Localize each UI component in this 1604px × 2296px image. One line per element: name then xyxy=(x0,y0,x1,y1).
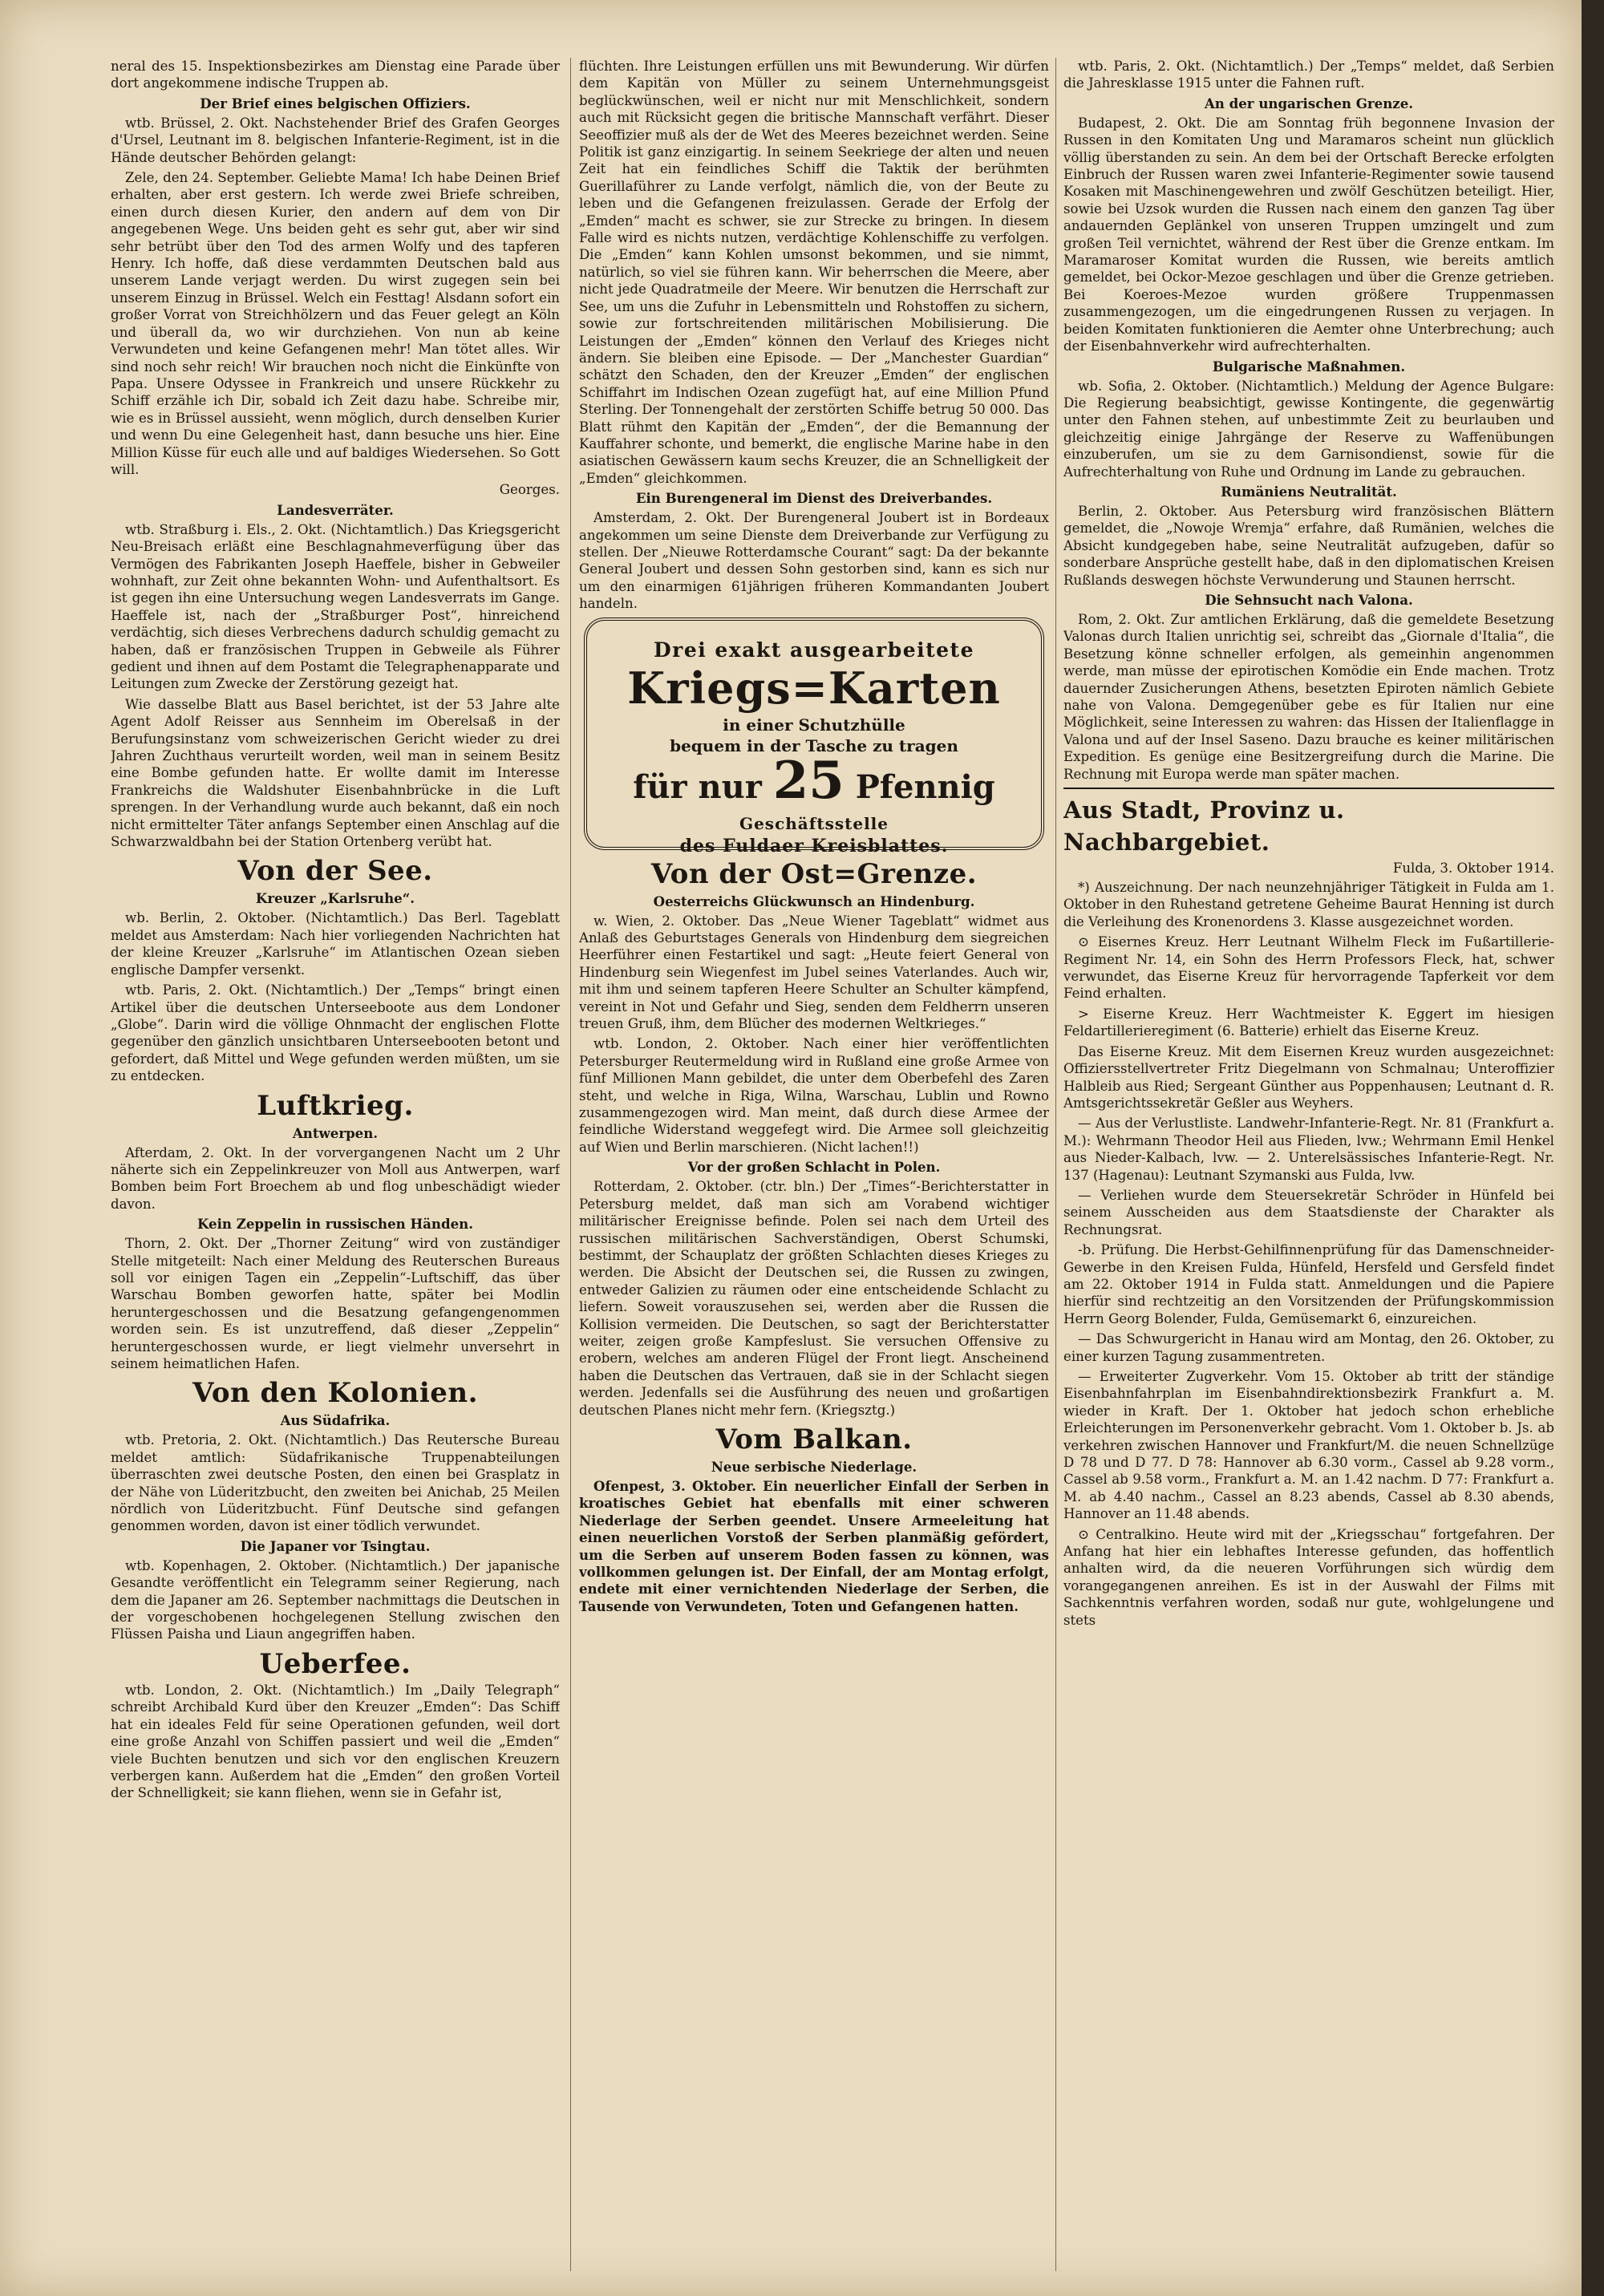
article-paragraph: Berlin, 2. Oktober. Aus Petersburg wird französischen Blättern gemeldet, die „Nowoje Wremja“ erfahre, daß Rumänien, welches die Absicht kundgegeben habe, seine Neutralität aufzugeben, dafür so sonderbare Ansprüche gestellt habe, daß in den diplomatischen Kreisen Rußlands deswegen höchste Verwunderung und Staunen herrscht. xyxy=(1063,503,1554,588)
article-subheading: Rumäniens Neutralität. xyxy=(1221,483,1397,500)
ad-line: Geschäftsstelle xyxy=(739,813,889,833)
local-news-item: — Verliehen wurde dem Steuersekretär Schröder in Hünfeld bei seinem Ausscheiden aus dem Staatsdienste der Charakter als Rechnungsrat. xyxy=(1063,1187,1554,1237)
article-paragraph: wtb. Paris, 2. Okt. (Nichtamtlich.) Der „Temps“ bringt einen Artikel über die deutschen Unterseeboote aus dem Londoner „Globe“. Darin wird die völlige Ohnmacht der englischen Flotte gegenüber den gänzlich unsichtbaren Unterseebooten betont und gefordert, daß Mittel und Wege gefunden werden müßten, um sie zu entdecken. xyxy=(111,982,560,1084)
section-heading: Von der See. xyxy=(237,855,433,888)
article-subheading: Die Japaner vor Tsingtau. xyxy=(240,1537,431,1554)
local-news-item: Das Eiserne Kreuz. Mit dem Eisernen Kreuz wurden ausgezeichnet: Offiziersstellvertreter Fritz Diegelmann von Schmalnau; Unteroffizier Halbleib aus Ried; Sergeant Günther aus Poppenhausen; Leutnant d. R. Amtsgerichtssekretär Geßler aus Weyhers. xyxy=(1063,1043,1554,1111)
local-news-item: ⊙ Eisernes Kreuz. Herr Leutnant Wilhelm Fleck im Fußartillerie-Regiment Nr. 14, ein Sohn des Herrn Professors Fleck, hat, schwer verwundet, das Eiserne Kreuz für hervorragende Tapferkeit vor dem Feind erhalten. xyxy=(1063,934,1554,1002)
local-news-item: ⊙ Centralkino. Heute wird mit der „Kriegsschau“ fortgefahren. Der Anfang hat hier ein lebhaftes Interesse gefunden, das hoffentlich anhalten wird, da die neueren Vorführungen sich würdig dem vorangegangenen anreihen. Es ist in der Auswahl der Films mit Sachkenntnis verfahren worden, sodaß nur gute, wohlgelungene und stets xyxy=(1063,1526,1554,1628)
article-subheading: Die Sehnsucht nach Valona. xyxy=(1205,591,1413,608)
ad-line: bequem in der Tasche zu tragen xyxy=(670,735,958,755)
article-paragraph: wtb. London, 2. Oktober. Nach einer hier veröffentlichten Petersburger Reutermeldung wird in Rußland eine große Armee von fünf Millionen Mann gebildet, die unter dem Oberbefehl des Zaren steht, und welche in Riga, Wilna, Warschau, Lublin und Rowno zusammengezogen wird. Man meint, daß durch diese Armee der feindliche Widerstand weggefegt wird. Die Armee soll gleichzeitig auf Wien und Berlin marschieren. (Nicht lachen!!) xyxy=(579,1036,1049,1155)
local-news-item: — Aus der Verlustliste. Landwehr-Infanterie-Regt. Nr. 81 (Frankfurt a. M.): Wehrmann Theodor Heil aus Flieden, lvw.; Wehrmann Emil Henkel aus Nieder-Kalbach, lvw. — 2. Unterelsässisches Infanterie-Regt. Nr. 137 (Hagenau): Leutnant Szymanski aus Fulda, lvw. xyxy=(1063,1116,1554,1183)
local-news-item: — Erweiterter Zugverkehr. Vom 15. Oktober ab tritt der ständige Eisenbahnfahrplan im Eisenbahndirektionsbezirk Frankfurt a. M. wieder in Kraft. Der 1. Oktober hat jedoch schon erhebliche Erleichterungen im Personenverkehr gebracht. Vom 1. Oktober b. Js. ab verkehren zwischen Hannover und Frankfurt/M. die neuen Schnellzüge D 78 und D 77. D 78: Hannover ab 6.30 vorm., Cassel ab 9.28 vorm., Cassel ab 9.58 vorm., Frankfurt a. M. an 1.42 nachm. D 77: Frankfurt a. M. ab 4.40 nachm., Cassel an 8.23 abends, Cassel ab 8.30 abends, Hannover an 11.48 abends. xyxy=(1063,1369,1554,1522)
column-rule xyxy=(1055,58,1056,2271)
section-heading: Vom Balkan. xyxy=(715,1423,913,1456)
article-subheading: Kein Zeppelin in russischen Händen. xyxy=(197,1216,473,1233)
article-paragraph: wtb. Straßburg i. Els., 2. Okt. (Nichtamtlich.) Das Kriegsgericht Neu-Breisach erläßt eine Beschlagnahmeverfügung über das Vermögen des Fabrikanten Joseph Haeffele, bisher in Gebweiler wohnhaft, zur Zeit ohne bekannten Wohn- und Aufenthaltsort. Es ist gegen ihn eine Untersuchung wegen Landesverrats im Gange. Haeffele ist, nach der „Straßburger Post“, hinreichend verdächtig, sich dieses Verbrechens dadurch schuldig gemacht zu haben, daß er französischen Truppen in Gebweile als Führer gedient und ihnen auf dem Postamt die Telegraphenapparate und Leitungen zum Zwecke der Zerstörung gezeigt hat. xyxy=(111,521,560,692)
column-1 xyxy=(111,58,560,2279)
section-heading: Ueberfee. xyxy=(259,1647,411,1680)
signature: Georges. xyxy=(499,482,560,498)
article-paragraph: Rotterdam, 2. Oktober. (ctr. bln.) Der „Times“-Berichterstatter in Petersburg meldet, daß man sich am Vorabend wichtiger militärischer Ereignisse befinde. Polen sei nach dem Urteil des russischen militärischen Sachverständigen, Oberst Schumski, bestimmt, der Schauplatz der größten Schlachten dieses Krieges zu werden. Die Absicht der Deutschen sei, die Russen zu zwingen, entweder Galizien zu räumen oder eine entscheidende Schlacht zu liefern. Soweit vorauszusehen sei, werden aber die Russen die Kollision vermeiden. Die Deutschen, so sagt der Berichterstatter weiter, zeigen große Kampfeslust. Sie versuchen Offensive zu erobern, welches am anderen Flügel der Front liegt. Anscheinend haben die Deutschen das Vertrauen, daß sie in der Schlacht siegen werden. Jedenfalls sei die Ausführung des neuen und großartigen deutschen Planes nicht mehr fern. (Kriegsztg.) xyxy=(579,1179,1049,1418)
article-paragraph: Afterdam, 2. Okt. In der vorvergangenen Nacht um 2 Uhr näherte sich ein Zeppelinkreuzer von Moll aus Antwerpen, warf Bomben beim Fort Broechem ab und flog unbeschädigt wieder davon. xyxy=(111,1144,560,1212)
article-subheading: Landesverräter. xyxy=(277,501,394,518)
article-paragraph: wb. Berlin, 2. Oktober. (Nichtamtlich.) Das Berl. Tageblatt meldet aus Amsterdam: Nach hier vorliegenden Nachrichten hat der kleine Kreuzer „Karlsruhe“ im Atlantischen Ozean sieben englische Dampfer versenkt. xyxy=(111,910,560,978)
article-paragraph: neral des 15. Inspektionsbezirkes am Dienstag eine Parade über dort angekommene indische Truppen ab. xyxy=(111,59,560,91)
ad-price-unit: Pfennig xyxy=(855,767,995,806)
article-subheading: Kreuzer „Karlsruhe“. xyxy=(255,890,415,907)
article-paragraph: Zele, den 24. September. Geliebte Mama! Ich habe Deinen Brief erhalten, aber erst gestern. Ich werde zwei Briefe schreiben, einen durch diesen Kurier, den andern auf dem von Dir angegebenen Wege. Uns beiden geht es sehr gut, aber wir sind sehr betrübt über den Tod des armen Wolfy und des tapferen Henry. Ich hoffe, daß diese verdammten Deutschen bald aus unserem Lande verjagt werden. Du wirst zugegen sein bei unserem Einzug in Brüssel. Welch ein Festtag! Alsdann sofort ein großer Vorrat von Streichhölzern und das Feuer gelegt an Köln und überall da, wo wir durchziehen. Von nun ab keine Verwundeten und keine Gefangenen mehr! Man tötet alles. Wir sind noch sehr reich! Wir brauchen noch nicht die Einkünfte von Papa. Unsere Odyssee in Frankreich und unsere Rückkehr zu Schiff erzähle ich Dir, sobald ich Zeit dazu habe. Schreibe mir, wie es in Brüssel aussieht, wenn möglich, durch denselben Kurier und wenn Du eine Gelegenheit hast, dann besuche uns hier. Eine Million Küsse für euch alle und auf baldiges Wiedersehen. So Gott will. xyxy=(111,170,560,477)
article-subheading: Neue serbische Niederlage. xyxy=(711,1458,917,1475)
ad-price-prefix: für nur xyxy=(633,767,762,806)
article-paragraph: flüchten. Ihre Leistungen erfüllen uns mit Bewunderung. Wir dürfen dem Kapitän von Müller zu seinem Unternehmungsgeist beglückwünschen, weil er nicht nur mit Menschlichkeit, sondern auch mit Rücksicht gegen die britische Mannschaft verfährt. Dieser Seeoffizier muß als der de Wet des Meeres bezeichnet werden. Seine Politik ist ganz einzigartig. In seinem Seekriege der alten und neuen Zeit hat ein feindliches Schiff die Taktik der berühmten Guerillaführer zu Lande verfolgt, nämlich die, von der Beute zu leben und die Gefangenen freizulassen. Gerade der Erfolg der „Emden“ macht es schwer, sie zur Strecke zu bringen. In diesem Falle wird es nichts nutzen, verdächtige Kohlenschiffe zu verfolgen. Die „Emden“ kann Kohlen umsonst bekommen, und sie nimmt, natürlich, so viel sie führen kann. Wir beherrschen die Meere, aber nicht jede Quadratmeile der Meere. Wir benutzen die Herrschaft zur See, um uns die Zufuhr in Lebensmitteln und Rohstoffen zu sichern, sowie zur fortschreitenden militärischen Mobilisierung. Die Leistungen der „Emden“ können den Verlauf des Krieges nicht ändern. Sie bleiben eine Episode. — Der „Manchester Guardian“ schätzt den Schaden, den der Kreuzer „Emden“ der englischen Schiffahrt im Indischen Ozean zugefügt hat, auf eine Million Pfund Sterling. Der Tonnengehalt der zerstörten Schiffe betrug 50 000. Das Blatt rühmt den Kapitän der „Emden“, der die Bemannung der Kauffahrer schonte, und bemerkt, die englische Marine habe in den asiatischen Gewässern kaum sechs Kreuzer, die an Schnelligkeit der „Emden“ gleichkommen. xyxy=(579,59,1049,486)
article-subheading: Bulgarische Maßnahmen. xyxy=(1212,358,1406,375)
local-news-item: — Das Schwurgericht in Hanau wird am Montag, den 26. Oktober, zu einer kurzen Tagung zusammentreten. xyxy=(1063,1331,1554,1364)
article-subheading: Aus Südafrika. xyxy=(280,1412,391,1429)
ad-price-number: 25 xyxy=(772,750,845,811)
ad-line: des Fuldaer Kreisblattes. xyxy=(679,835,949,856)
article-subheading: An der ungarischen Grenze. xyxy=(1204,95,1414,111)
column-3 xyxy=(1063,58,1554,2279)
advertisement-box xyxy=(584,618,1044,856)
article-paragraph: Amsterdam, 2. Okt. Der Burengeneral Joubert ist in Bordeaux angekommen um seine Dienste dem Dreiverbande zur Verfügung zu stellen. Der „Nieuwe Rotterdamsche Courant“ sagt: Da der bekannte General Joubert und dessen Sohn gestorben sind, kann es sich nur um den einarmigen 61jährigen früheren Kommandanten Joubert handeln. xyxy=(579,510,1049,612)
article-subheading: Antwerpen. xyxy=(292,1124,379,1141)
article-paragraph: wtb. Paris, 2. Okt. (Nichtamtlich.) Der „Temps“ meldet, daß Serbien die Jahresklasse 1915 unter die Fahnen ruft. xyxy=(1063,59,1554,91)
section-heading: Luftkrieg. xyxy=(257,1089,414,1122)
article-paragraph: w. Wien, 2. Oktober. Das „Neue Wiener Tageblatt“ widmet aus Anlaß des Geburtstages Generals von Hindenburg dem siegreichen Heerführer einen Festartikel und sagt: „Heute feiert General von Hindenburg sein Wiegenfest im Jubel seines Vaterlandes. Auch wir, mit ihm und seinem tapferen Heere Schulter an Schulter kämpfend, vereint in Not und Gefahr und Sieg, senden dem Feldherrn unseren treuen Gruß, ihm, dem Blücher des modernen Weltkrieges.“ xyxy=(579,913,1049,1032)
article-paragraph: wtb. Brüssel, 2. Okt. Nachstehender Brief des Grafen Georges d'Ursel, Leutnant im 8. belgischen Infanterie-Regiment, ist in die Hände deutscher Behörden gelangt: xyxy=(111,115,560,165)
article-paragraph: wtb. London, 2. Okt. (Nichtamtlich.) Im „Daily Telegraph“ schreibt Archibald Kurd über den Kreuzer „Emden“: Das Schiff hat ein ideales Feld für seine Operationen gefunden, weil dort eine große Anzahl von Schiffen passiert und weil die „Emden“ viele Buchten benutzen und sich vor den englischen Kreuzern verbergen kann. Außerdem hat die „Emden“ den großen Vorteil der Schnelligkeit; sie kann fliehen, wenn sie in Gefahr ist, xyxy=(111,1682,560,1801)
column-rule xyxy=(570,58,571,2271)
section-heading: Aus Stadt, Provinz u. Nachbargebiet. xyxy=(1063,788,1554,858)
dateline: Fulda, 3. Oktober 1914. xyxy=(1392,860,1554,877)
article-subheading: Der Brief eines belgischen Offiziers. xyxy=(200,95,471,111)
local-news-item: > Eiserne Kreuz. Herr Wachtmeister K. Eggert im hiesigen Feldartillerieregiment (6. Batterie) erhielt das Eiserne Kreuz. xyxy=(1063,1006,1554,1039)
article-paragraph: Wie dasselbe Blatt aus Basel berichtet, ist der 53 Jahre alte Agent Adolf Reisser aus Sennheim im Oberelsaß in der Berufungsinstanz vom schweizerischen Gericht wieder zu drei Jahren Zuchthaus verurteilt worden, weil man in seinem Besitz eine Bombe gefunden hatte. Er wollte damit im Interesse Frankreichs die Waldshuter Eisenbahnbrücke in die Luft sprengen. In der Verhandlung wurde auch bekannt, daß ein noch nicht ermittelter Täter anfangs September einen Anschlag auf die Schwarzwaldbahn bei der Station Ortenberg verübt hat. xyxy=(111,696,560,850)
article-paragraph: Ofenpest, 3. Oktober. Ein neuerlicher Einfall der Serben in kroatisches Gebiet hat ebenfalls mit einer schweren Niederlage der Serben geendet. Unsere Armeeleitung hat einen neuerlichen Vorstoß der Serben planmäßig gefördert, um die Serben auf unserem Boden fassen zu können, was vollkommen gelungen ist. Der Einfall, der am Montag erfolgt, endete mit einer vernichtenden Niederlage der Serben, die Tausende von Verwundeten, Toten und Gefangenen hatten. xyxy=(579,1477,1049,1614)
article-paragraph: wtb. Pretoria, 2. Okt. (Nichtamtlich.) Das Reutersche Bureau meldet amtlich: Südafrikanische Truppenabteilungen überraschten zwei deutsche Posten, den einen bei Grasplatz in der Nähe von Lüderitzbucht, den zweiten bei Anichab, 25 Meilen nördlich von Lüderitzbucht. Fünf Deutsche sind gefangen genommen worden, davon ist einer tödlich verwundet. xyxy=(111,1432,560,1534)
article-subheading: Vor der großen Schlacht in Polen. xyxy=(687,1159,941,1176)
article-paragraph: wtb. Kopenhagen, 2. Oktober. (Nichtamtlich.) Der japanische Gesandte veröffentlicht ein Telegramm seiner Regierung, nach dem die Japaner am 26. September nachmittags die Deutschen in der vorgeschobenen hochgelegenen Stellung zwischen den Flüssen Paisha und Liaun angegriffen haben. xyxy=(111,1557,560,1642)
ad-line: in einer Schutzhülle xyxy=(723,715,905,735)
section-heading: Von der Ost=Grenze. xyxy=(650,857,978,890)
ad-price xyxy=(595,750,1033,812)
local-news-item: *) Auszeichnung. Der nach neunzehnjähriger Tätigkeit in Fulda am 1. Oktober in den Ruhestand getretene Geheime Baurat Henning ist durch die Verleihung des Kronenordens 3. Klasse ausgezeichnet worden. xyxy=(1063,880,1554,929)
section-heading: Von den Kolonien. xyxy=(192,1377,478,1410)
article-paragraph: Thorn, 2. Okt. Der „Thorner Zeitung“ wird von zuständiger Stelle mitgeteilt: Nach einer Meldung des Reuterschen Bureaus soll vor einigen Tagen ein „Zeppelin“-Luftschiff, das über Warschau Bomben geworfen hatte, später bei Modlin heruntergeschossen und die Besatzung gefangengenommen worden sein. Es ist unzutreffend, daß dieser „Zeppelin“ heruntergeschossen wurde, er liegt vielmehr unversehrt in seinem heimatlichen Hafen. xyxy=(111,1236,560,1371)
article-paragraph: Budapest, 2. Okt. Die am Sonntag früh begonnene Invasion der Russen in den Komitaten Ung und Maramaros scheint nun glücklich völlig überstanden zu sein. An dem bei der Ortschaft Berecke erfolgten Einbruch der Russen waren zwei Infanterie-Regimenter sowie tausend Kosaken mit Maschinengewehren und zwölf Geschützen beteiligt. Hier, sowie bei Uzsok wurden die Russen nach einem den ganzen Tag über andauernden Geplänkel von unseren Truppen umzingelt und zum großen Teil vernichtet, während der Rest über die Grenze entkam. Im Maramaroser Komitat wurden die Russen, wie bereits amtlich gemeldet, bei Ockor-Mezoe geschlagen und über die Grenze getrieben. Bei Koeroes-Mezoe wurden größere Truppenmassen zusammengezogen, um die eingedrungenen Russen zu verjagen. In beiden Komitaten funktionieren die Aemter ohne Unterbrechung; auch der Eisenbahnverkehr wird aufrechterhalten. xyxy=(1063,115,1554,354)
ad-headline: Kriegs=Karten xyxy=(627,662,1001,714)
article-paragraph: wb. Sofia, 2. Oktober. (Nichtamtlich.) Meldung der Agence Bulgare: Die Regierung beabsichtigt, gewisse Kontingente, die gegenwärtig unter den Fahnen stehen, auf unbestimmte Zeit zu beurlauben und gleichzeitig einige Jahrgänge der Reserve zu Waffenübungen einzuberufen, um sie zu dem Garnisondienst, sowie für die Aufrechterhaltung von Ruhe und Ordnung im Lande zu gebrauchen. xyxy=(1063,378,1554,480)
ad-line: Drei exakt ausgearbeitete xyxy=(653,638,975,662)
page-edge xyxy=(1582,0,1604,2296)
column-2 xyxy=(579,58,1049,2279)
article-subheading: Ein Burengeneral im Dienst des Dreiverbandes. xyxy=(635,490,993,507)
local-news-item: -b. Prüfung. Die Herbst-Gehilfinnenprüfung für das Damenschneider-Gewerbe in den Kreisen Fulda, Hünfeld, Hersfeld und Gersfeld findet am 22. Oktober 1914 in Fulda statt. Anmeldungen und die Papiere hierfür sind rechtzeitig an den Vorsitzenden der Prüfungskommission Herrn Georg Bolender, Fulda, Gemüsemarkt 6, einzureichen. xyxy=(1063,1242,1554,1326)
article-paragraph: Rom, 2. Okt. Zur amtlichen Erklärung, daß die gemeldete Besetzung Valonas durch Italien unrichtig sei, schreibt das „Giornale d'Italia“, die Besetzung könne schneller erfolgen, als gemeinhin angenommen werde, man müsse der epirotischen Komödie ein Ende machen. Trotz dauernder Zusicherungen Athens, besetzten Epiroten nämlich Gebiete nahe von Valona. Demgegenüber gebe es für Italien nur eine Möglichkeit, seine Interessen zu wahren: das Hissen der Italienflagge in Valona und auf der Insel Saseno. Dazu brauche es keiner militärischen Expedition. Es genüge eine Besitzergreifung durch die Marine. Die Rechnung mit Europa werde man später machen. xyxy=(1063,611,1554,782)
article-subheading: Oesterreichs Glückwunsch an Hindenburg. xyxy=(653,893,975,909)
